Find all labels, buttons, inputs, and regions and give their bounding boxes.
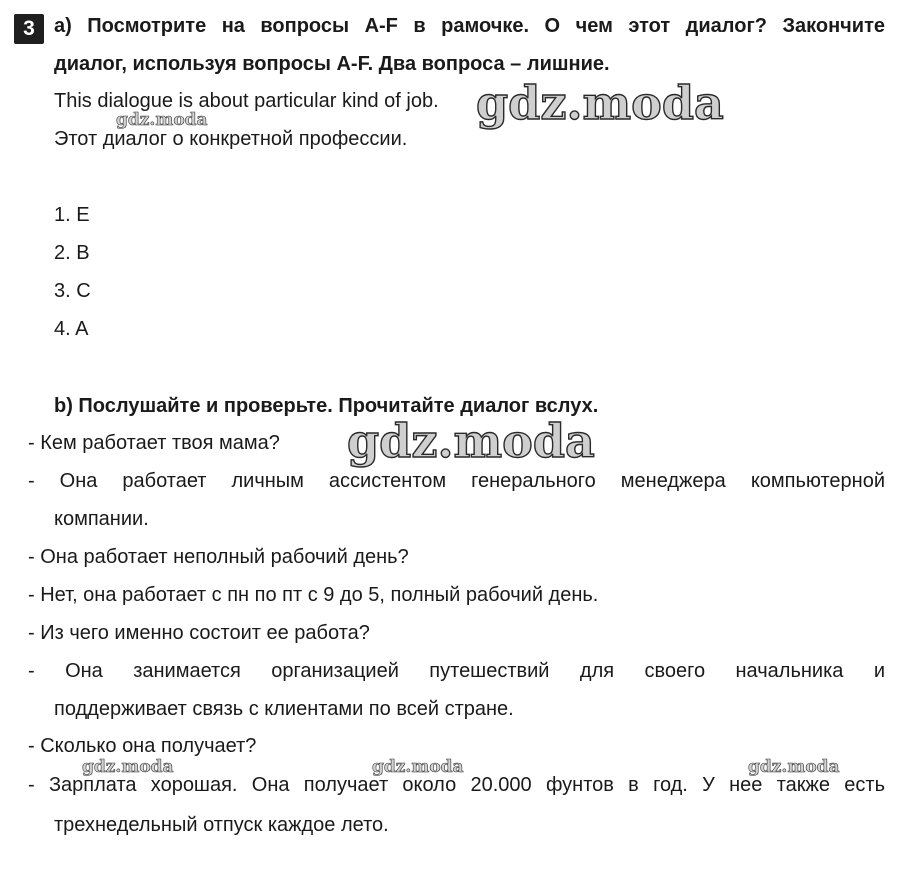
- answer-item: 2. B: [54, 242, 90, 264]
- heading-a-line2: диалог, используя вопросы A-F. Два вопроса – лишние.: [54, 53, 610, 75]
- dialogue-line: - Она работает неполный рабочий день?: [28, 546, 409, 568]
- task-number-badge: 3: [14, 14, 44, 44]
- heading-b: b) Послушайте и проверьте. Прочитайте диалог вслух.: [54, 395, 599, 417]
- dialogue-line: - Из чего именно состоит ее работа?: [28, 622, 370, 644]
- dialogue-line-continuation: трехнедельный отпуск каждое лето.: [54, 814, 389, 836]
- answer-item: 3. C: [54, 280, 91, 302]
- dialogue-line: - Зарплата хорошая. Она получает около 20.000 фунтов в год. У нее также есть: [28, 774, 885, 796]
- dialogue-line: - Она занимается организацией путешествий для своего начальника и: [28, 660, 885, 682]
- watermark-small: gdz.moda: [748, 757, 840, 777]
- dialogue-line: - Кем работает твоя мама?: [28, 432, 280, 454]
- answer-item: 1. E: [54, 204, 90, 226]
- dialogue-line-continuation: компании.: [54, 508, 149, 530]
- answer-item: 4. A: [54, 318, 89, 340]
- dialogue-line: - Нет, она работает с пн по пт с 9 до 5, полный рабочий день.: [28, 584, 599, 606]
- answer-russian: Этот диалог о конкретной профессии.: [54, 128, 408, 150]
- dialogue-line: - Она работает личным ассистентом генерального менеджера компьютерной: [28, 470, 885, 492]
- watermark-large: gdz.moda: [476, 76, 724, 130]
- dialogue-line-continuation: поддерживает связь с клиентами по всей стране.: [54, 698, 514, 720]
- watermark-small: gdz.moda: [372, 757, 464, 777]
- watermark-small: gdz.moda: [82, 757, 174, 777]
- watermark-small: gdz.moda: [116, 110, 208, 130]
- dialogue-line: - Сколько она получает?: [28, 735, 257, 757]
- watermark-large: gdz.moda: [347, 414, 595, 468]
- answer-english: This dialogue is about particular kind of job.: [54, 90, 439, 112]
- heading-a-line1: a) Посмотрите на вопросы A-F в рамочке. О чем этот диалог? Закончите: [54, 15, 885, 37]
